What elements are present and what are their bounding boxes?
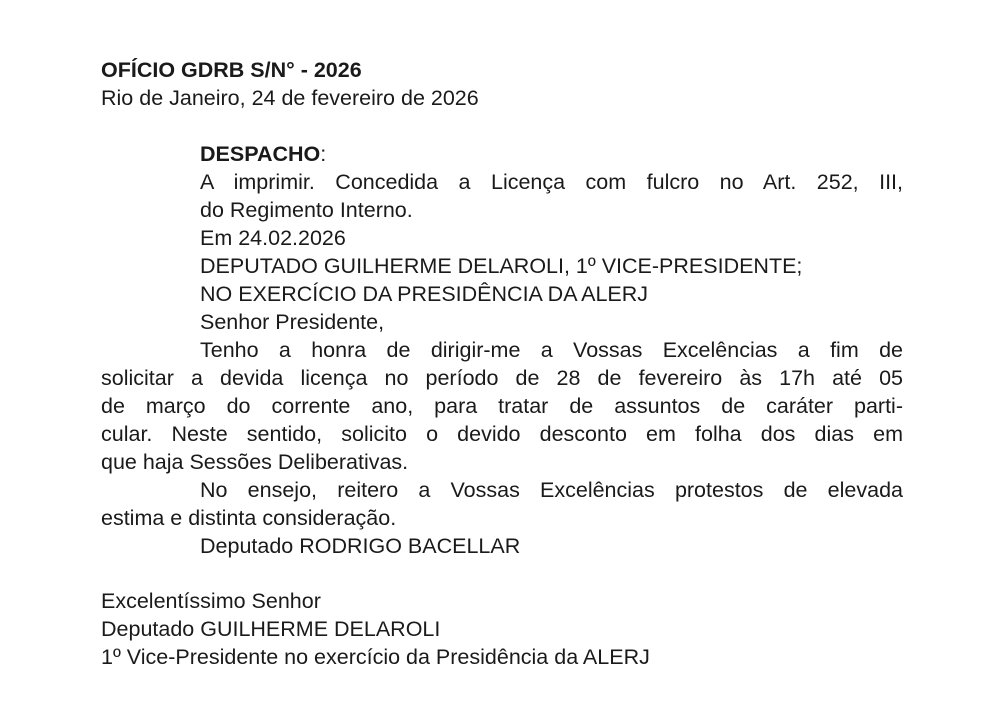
document [101, 56, 903, 671]
addressee-block [101, 587, 903, 671]
paragraph-1-line: de março do corrente ano, para tratar de assuntos de caráter parti- [101, 394, 903, 418]
paragraph-2 [101, 476, 903, 532]
addressee-line-1: Excelentíssimo Senhor [101, 589, 321, 613]
addressee-line-3: 1º Vice-Presidente no exercício da Presidência da ALERJ [101, 645, 650, 669]
place-date: Rio de Janeiro, 24 de fevereiro de 2026 [101, 86, 479, 110]
despacho-label: DESPACHO [200, 142, 321, 166]
despacho-colon: : [320, 142, 327, 166]
despacho-signer-line-1: DEPUTADO GUILHERME DELAROLI, 1º VICE-PRESIDENTE; [200, 254, 803, 278]
despacho-date: Em 24.02.2026 [200, 226, 346, 250]
paragraph-1-line: solicitar a devida licença no período de 28 de fevereiro às 17h até 05 [101, 366, 903, 390]
paragraph-2-line: estima e distinta consideração. [101, 506, 397, 530]
document-title: OFÍCIO GDRB S/N° - 2026 [101, 58, 362, 82]
paragraph-1-line: que haja Sessões Deliberativas. [101, 450, 409, 474]
addressee-line-2: Deputado GUILHERME DELAROLI [101, 617, 441, 641]
despacho-signer-line-2: NO EXERCÍCIO DA PRESIDÊNCIA DA ALERJ [200, 282, 649, 306]
salutation: Senhor Presidente, [200, 310, 385, 334]
despacho-line-1: A imprimir. Concedida a Licença com fulcro no Art. 252, III, [200, 170, 903, 194]
paragraph-1-line: cular. Neste sentido, solicito o devido desconto em folha dos dias em [101, 422, 903, 446]
paragraph-1-line: Tenho a honra de dirigir-me a Vossas Excelências a fim de [200, 338, 903, 362]
despacho-heading [200, 140, 903, 168]
despacho-block [200, 140, 903, 336]
paragraph-1 [101, 336, 903, 476]
despacho-line-2: do Regimento Interno. [200, 198, 413, 222]
paragraph-2-line: No ensejo, reitero a Vossas Excelências protestos de elevada [200, 478, 903, 502]
signature: Deputado RODRIGO BACELLAR [200, 534, 521, 558]
